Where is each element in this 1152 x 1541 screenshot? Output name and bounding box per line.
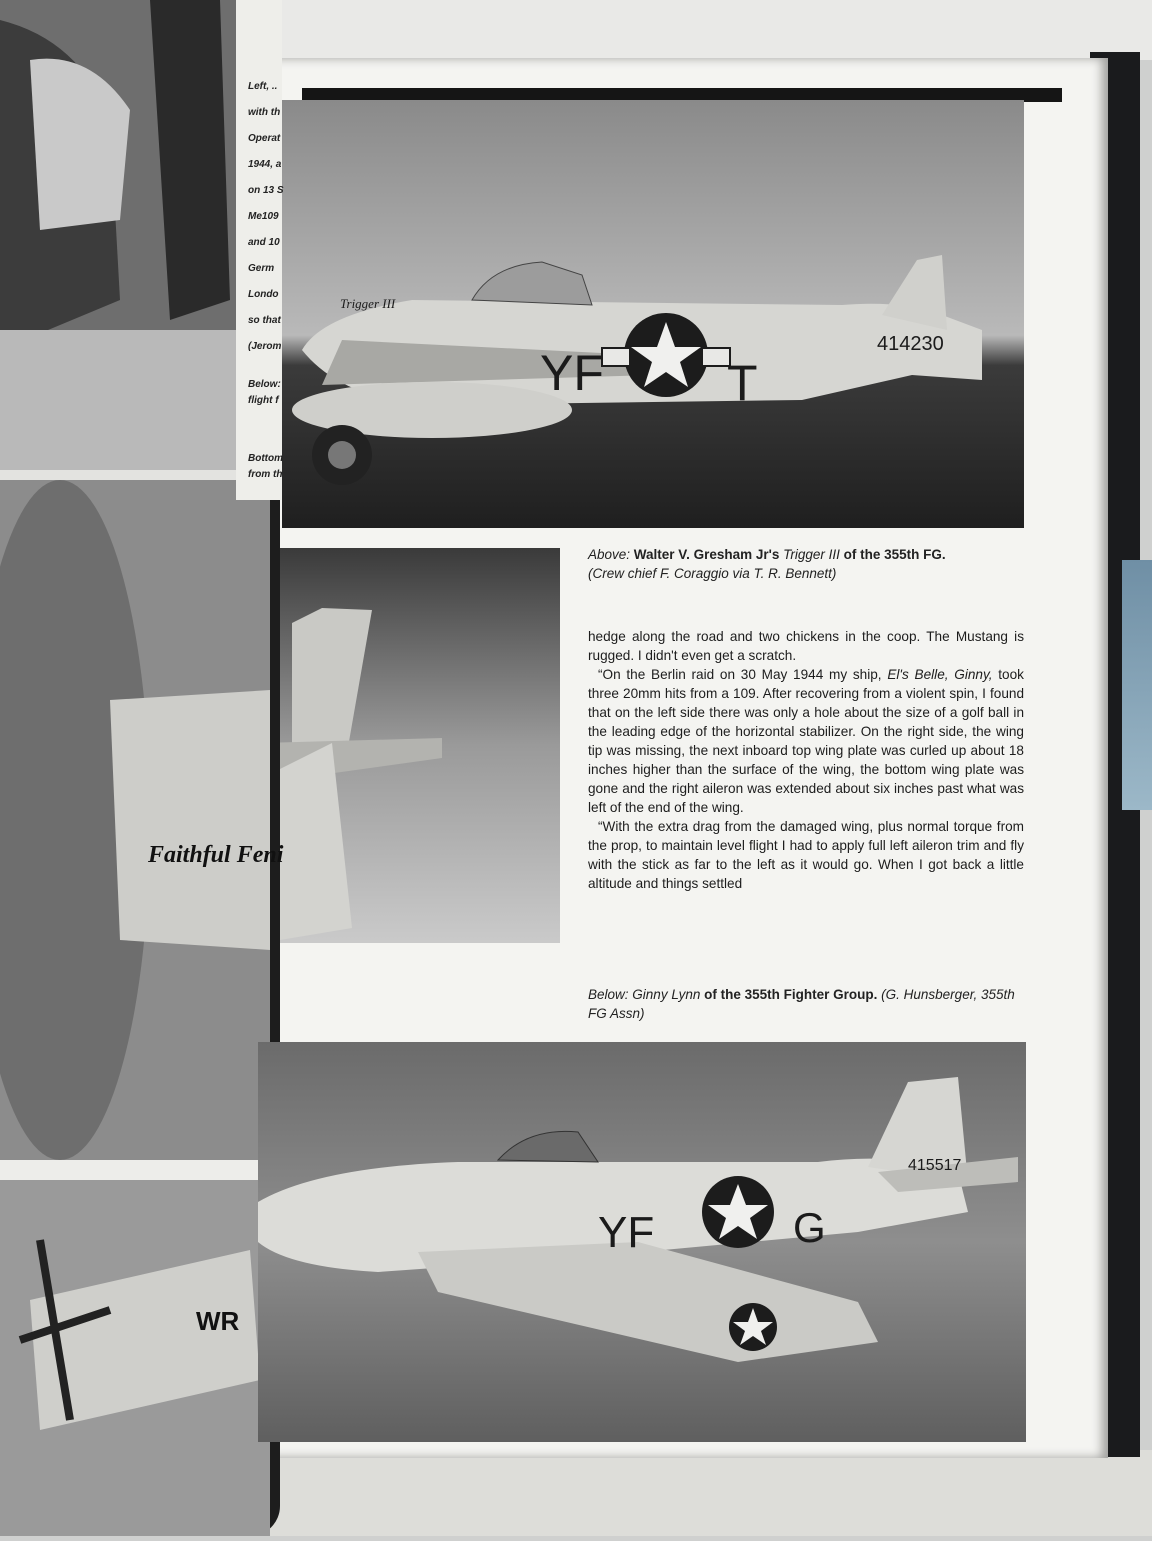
caption-prefix: Below:: [588, 987, 629, 1002]
caption-suffix: of the 355th Fighter Group.: [704, 987, 878, 1002]
caption-credit: (Crew chief F. Coraggio via T. R. Bennett): [588, 566, 837, 581]
strip-line: (Jerom: [248, 341, 282, 352]
aircraft-letter-bottom: G: [793, 1204, 826, 1251]
caption-below: [588, 985, 1028, 1023]
tail-number-top: 414230: [877, 333, 944, 355]
paragraph-text: “On the Berlin raid on 30 May 1944 my ship,: [598, 667, 888, 682]
strip-line: Below:: [248, 379, 281, 390]
aircraft-code-top: YF: [540, 345, 604, 401]
strip-line: Germ: [248, 263, 275, 274]
cover-artwork-edge: [1122, 560, 1152, 810]
strip-line: with th: [248, 107, 281, 118]
tail-number-bottom: 415517: [908, 1157, 962, 1174]
photo-ginny-lynn: [258, 1042, 1026, 1442]
photo-faithful-fenix: [262, 548, 560, 943]
paragraph: [588, 665, 1024, 817]
photo-trigger-iii: [282, 100, 1024, 528]
strip-line: Operat: [248, 133, 281, 144]
small-aircraft-code: WR: [196, 1306, 240, 1336]
strip-line: flight f: [248, 395, 279, 406]
caption-suffix: of the 355th FG.: [843, 547, 946, 562]
strip-line: on 13 S: [248, 185, 284, 196]
caption-prefix: Above:: [588, 547, 631, 562]
caption-name: Walter V. Gresham Jr's: [633, 547, 780, 562]
strip-line: and 10: [248, 237, 280, 248]
nose-name-top: Trigger III: [340, 296, 396, 311]
strip-line: Londo: [248, 289, 279, 300]
paragraph-text: took three 20mm hits from a 109. After recovering from a violent spin, I found that on the left side there was only a hole about the size of a golf ball in the leading edge of the horizontal stabilizer. On the right side, the wing tip was missing, the next inboard top wing plate was curled up about 18 inches higher than the surface of the wing, the bottom wing plate was gone and the right aileron was extended about six inches past what was left of the end of the wing.: [588, 667, 1024, 815]
paragraph: hedge along the road and two chickens in the coop. The Mustang is rugged. I didn't even get a scratch.: [588, 629, 1024, 663]
strip-line: from th: [248, 469, 283, 480]
caption-above: [588, 545, 1028, 583]
aircraft-letter-top: T: [727, 355, 758, 411]
left-page-caption-strip: [236, 0, 282, 500]
strip-line: Me109: [248, 211, 279, 222]
article-body: [588, 627, 1024, 893]
nose-art-text: Faithful Feni: [148, 842, 284, 868]
caption-credit: (G. Hunsberger, 355th FG Assn): [588, 987, 1015, 1021]
left-page: [0, 0, 284, 1536]
strip-line: so that: [248, 315, 281, 326]
strip-line: Left, ..: [248, 81, 278, 92]
ship-name: El's Belle, Ginny,: [887, 667, 993, 682]
background-wall: [230, 0, 1152, 60]
aircraft-code-bottom: YF: [598, 1208, 655, 1257]
paragraph: “With the extra drag from the damaged wing, plus normal torque from the prop, to maintain level flight I had to apply full left aileron trim and fly with the stick as far to the left as it would go. When I got back a little altitude and things settled: [588, 819, 1024, 891]
caption-aircraft: Trigger III: [783, 547, 840, 562]
strip-line: Bottom: [248, 453, 283, 464]
caption-aircraft: Ginny Lynn: [632, 987, 701, 1002]
strip-line: 1944, a: [248, 159, 282, 170]
